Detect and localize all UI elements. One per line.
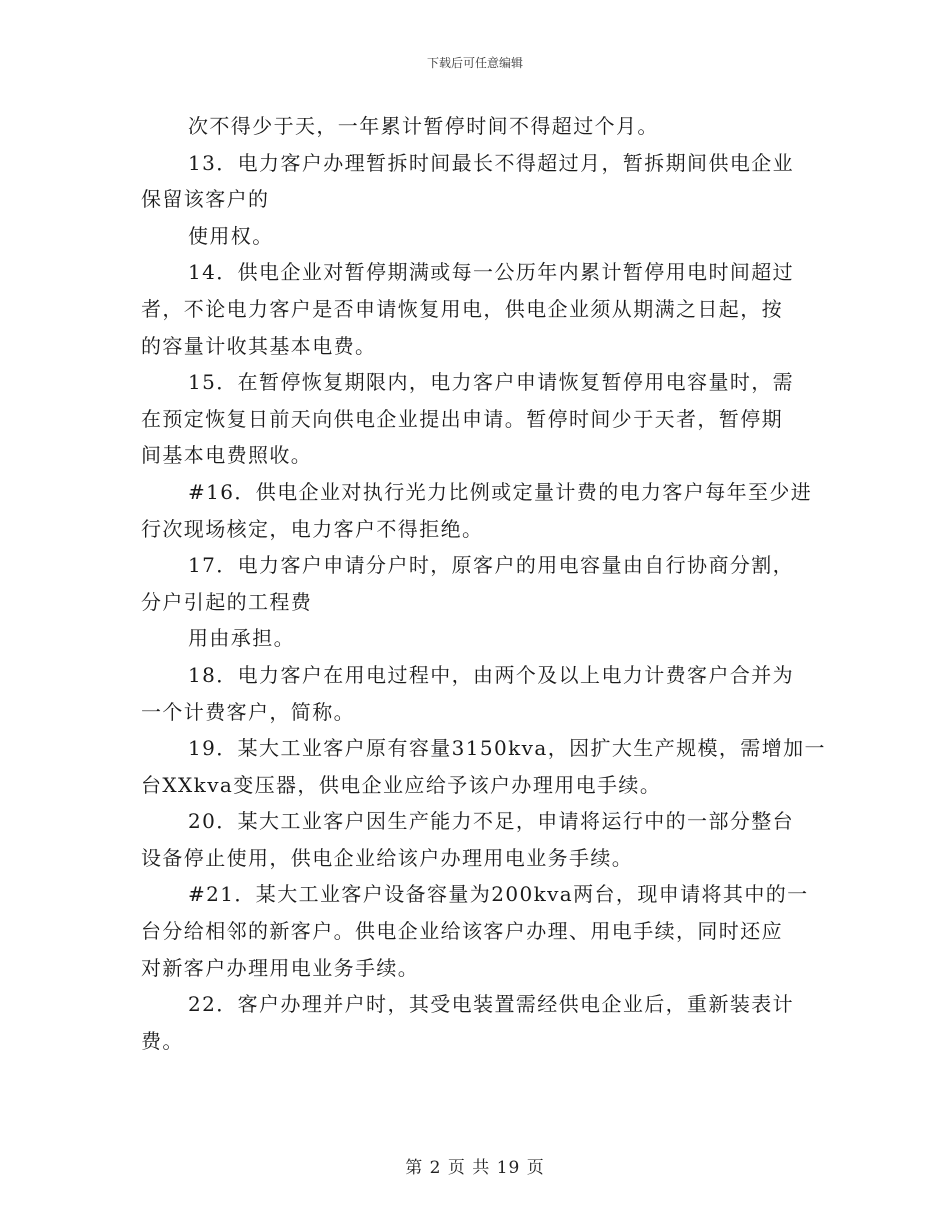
text-line: 者，不论电力客户是否申请恢复用电，供电企业须从期满之日起，按 xyxy=(141,296,783,321)
text-line: 保留该客户的 xyxy=(141,187,270,212)
document-body xyxy=(141,108,826,1059)
text-line: 费。 xyxy=(141,1028,184,1053)
text-line: 18．电力客户在用电过程中，由两个及以上电力计费客户合并为 xyxy=(188,662,795,687)
text-line: 13．电力客户办理暂拆时间最长不得超过月，暂拆期间供电企业 xyxy=(188,150,795,175)
text-line: 在预定恢复日前天向供电企业提出申请。暂停时间少于天者，暂停期 xyxy=(141,406,783,431)
text-line: 行次现场核定，电力客户不得拒绝。 xyxy=(141,516,484,541)
text-line: 设备停止使用，供电企业给该户办理用电业务手续。 xyxy=(141,845,634,870)
text-line: 使用权。 xyxy=(188,223,274,248)
text-line: 台XXkva变压器，供电企业应给予该户办理用电手续。 xyxy=(141,772,662,797)
text-line: 一个计费客户，简称。 xyxy=(141,699,355,724)
text-line: 次不得少于天，一年累计暂停时间不得超过个月。 xyxy=(188,114,659,138)
text-line: 15．在暂停恢复期限内，电力客户申请恢复暂停用电容量时，需 xyxy=(188,370,795,395)
text-line: 台分给相邻的新客户。供电企业给该客户办理、用电手续，同时还应 xyxy=(141,919,783,944)
text-line: 的容量计收其基本电费。 xyxy=(141,333,377,358)
text-line: 22．客户办理并户时，其受电装置需经供电企业后，重新装表计 xyxy=(188,992,795,1017)
text-line: 19．某大工业客户原有容量3150kva，因扩大生产规模，需增加一 xyxy=(188,736,826,761)
text-line: 分户引起的工程费 xyxy=(141,589,313,614)
page-number-footer: 第 2 页 共 19 页 xyxy=(405,1158,545,1178)
text-line: 14．供电企业对暂停期满或每一公历年内累计暂停用电时间超过 xyxy=(188,260,795,285)
text-line: 间基本电费照收。 xyxy=(141,443,313,468)
text-line: 20．某大工业客户因生产能力不足，申请将运行中的一部分整台 xyxy=(188,809,795,834)
text-line: 用由承担。 xyxy=(188,626,295,651)
text-line: #16．供电企业对执行光力比例或定量计费的电力客户每年至少进 xyxy=(188,479,813,504)
text-line: 17．电力客户申请分户时，原客户的用电容量由自行协商分割， xyxy=(188,553,795,578)
page-header: 下载后可任意编辑 xyxy=(426,56,523,70)
text-line: 对新客户办理用电业务手续。 xyxy=(141,955,420,980)
text-line: #21．某大工业客户设备容量为200kva两台，现申请将其中的一 xyxy=(188,882,809,907)
